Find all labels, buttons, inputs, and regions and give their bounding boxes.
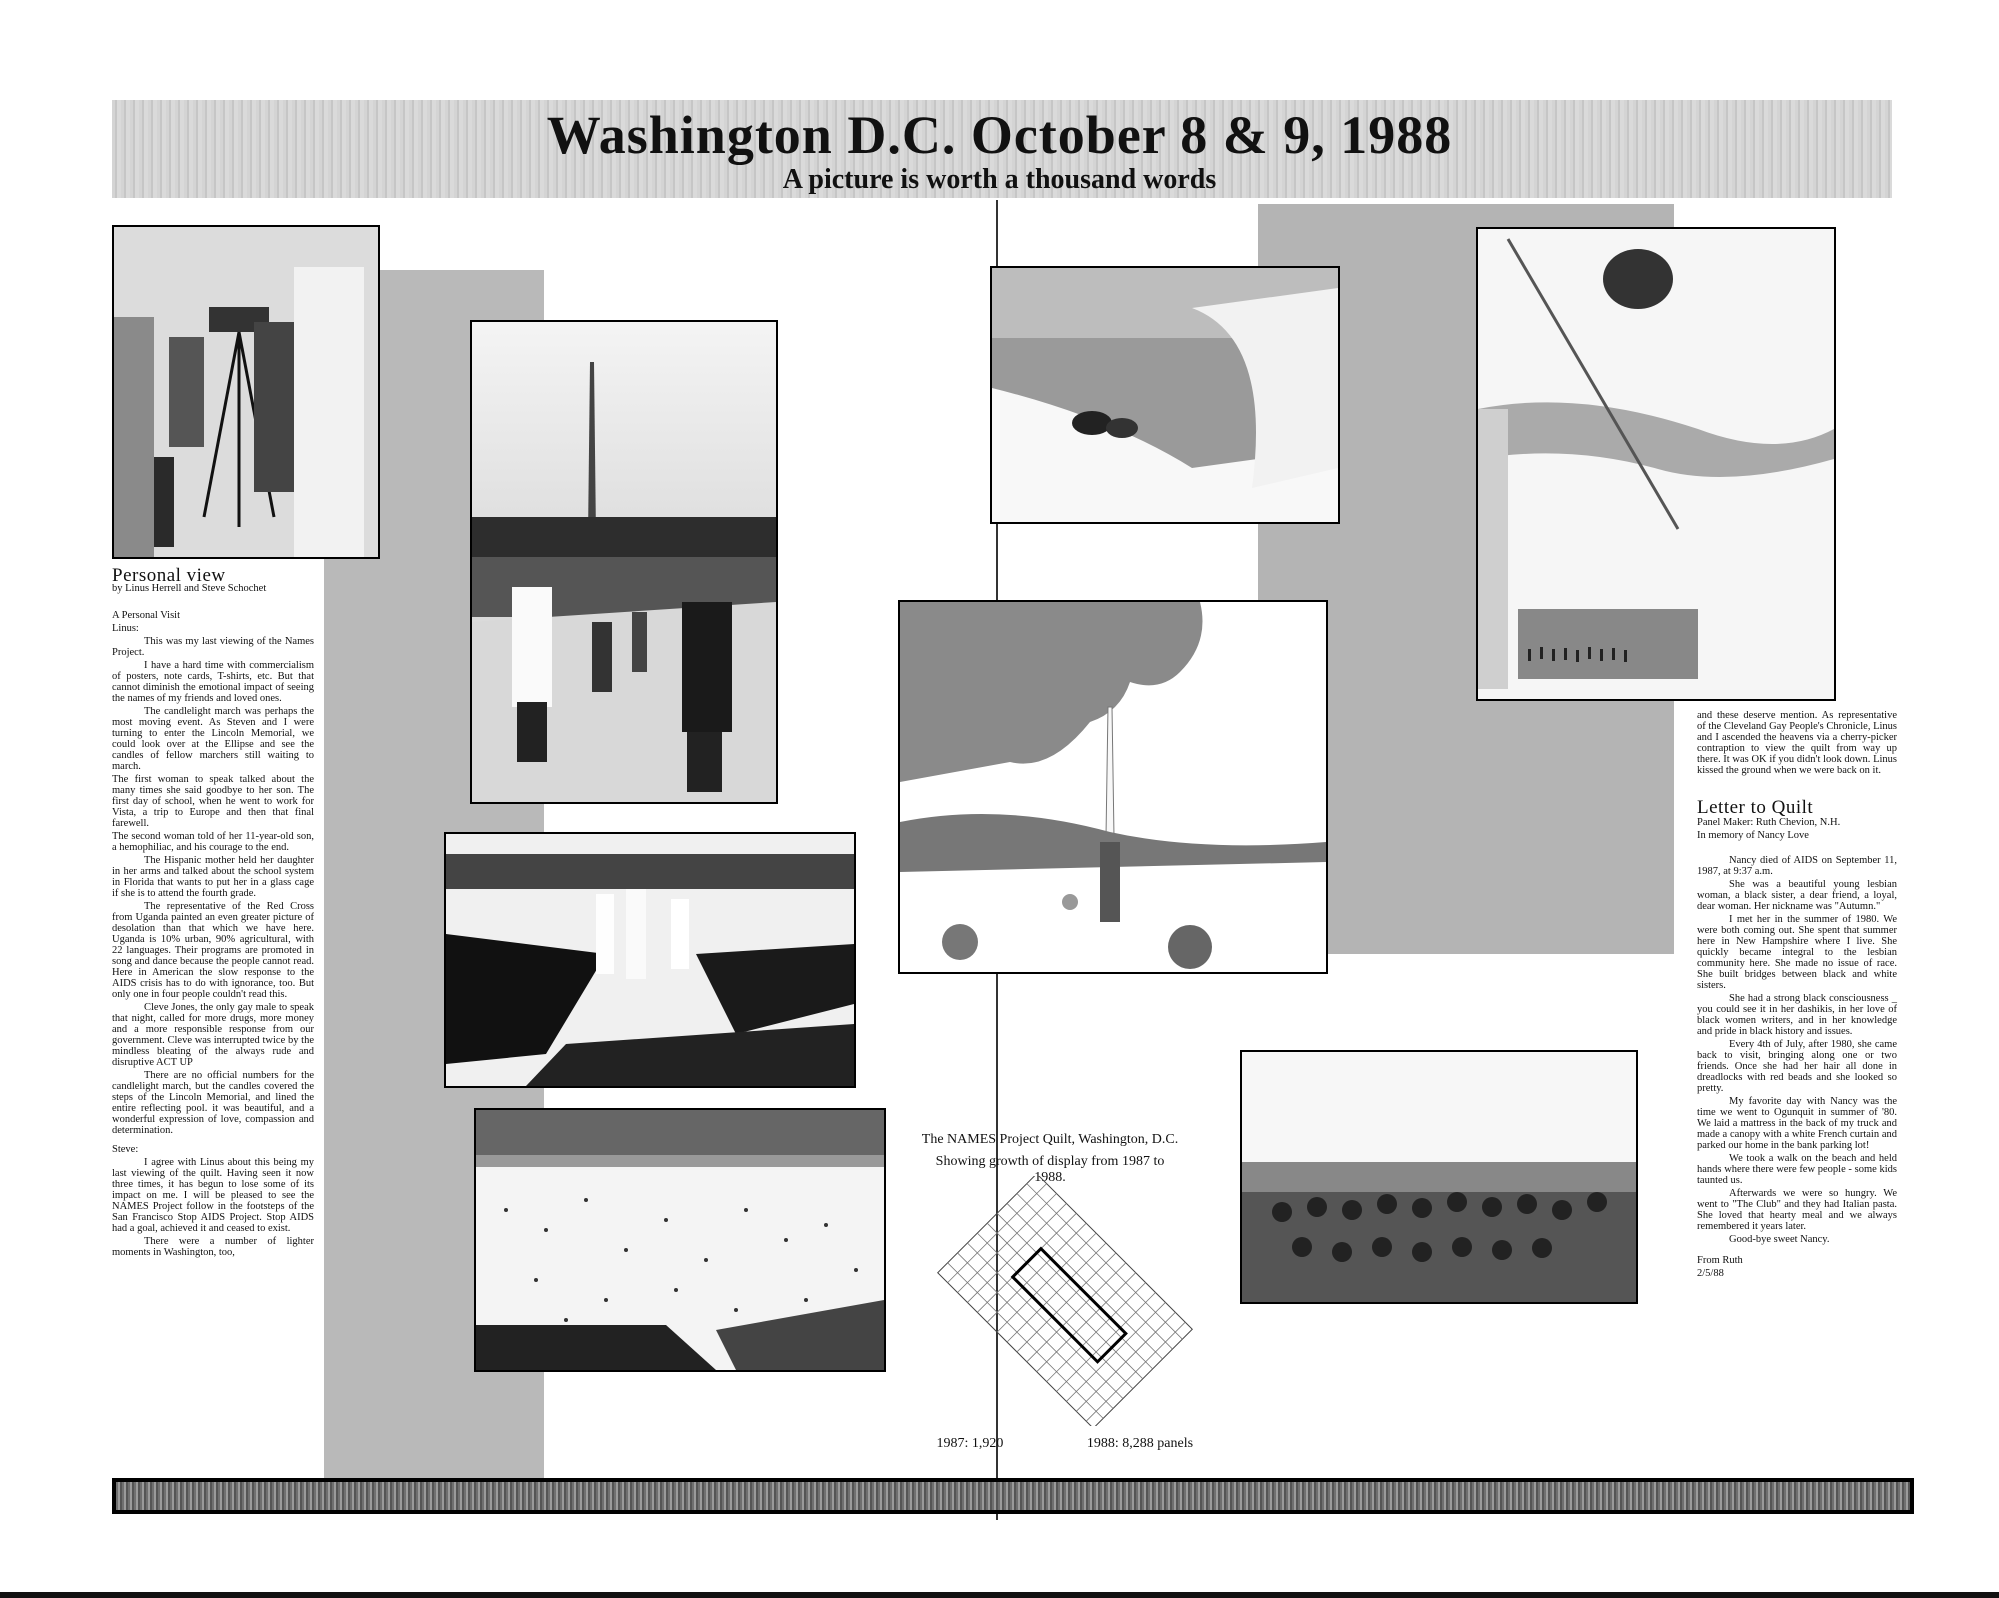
article-paragraph: The representative of the Red Cross from Uganda painted an even greater picture of desolation than that which we have here. Uganda is 10% urban, 90% agricultural, with 22 languages. Their programs are promoted in song and dance because the people cannot read. Here in American the slow response to the AIDS crisis has to do with ignorance, too. But only one in four people couldn't read this. bbox=[112, 901, 314, 1000]
monument-night-illustration bbox=[900, 602, 1326, 972]
article-paragraph: There are no official numbers for the candlelight march, but the candles covered the steps of the Lincoln Memorial, and lined the entire reflecting pool. it was beautiful, and a wonderful expression of love, compassion and determination. bbox=[112, 1070, 314, 1136]
letter-memory-line: In memory of Nancy Love bbox=[1697, 830, 1809, 841]
bottom-border-bar bbox=[112, 1478, 1914, 1514]
article-paragraph: There were a number of lighter moments in Washington, too, bbox=[112, 1236, 314, 1258]
quilt-walkers-illustration bbox=[446, 834, 854, 1086]
page-subtitle: A picture is worth a thousand words bbox=[782, 164, 1217, 195]
quilt-aerial-illustration bbox=[476, 1110, 884, 1370]
group-photo-illustration bbox=[1242, 1052, 1636, 1302]
photo-monument-night-candles bbox=[898, 600, 1328, 974]
photo-group-photo bbox=[1240, 1050, 1638, 1304]
letter-paragraph: Nancy died of AIDS on September 11, 1987, at 9:37 a.m. bbox=[1697, 855, 1897, 877]
article-paragraph: I agree with Linus about this being my last viewing of the quilt. Having seen it now three times, it has begun to lose some of its impact on me. I will be pleased to see the NAMES Project follow in the footsteps of the San Francisco Stop AIDS Project. Stop AIDS had a goal, achieved it and ceased to exist. bbox=[112, 1157, 314, 1234]
speaker-label: Linus: bbox=[112, 623, 139, 634]
letter-from: From Ruth bbox=[1697, 1255, 1743, 1266]
letter-paragraph: Afterwards we were so hungry. We went to "The Club" and they had Italian pasta. She loved that hearty meal and we always remembered it years later. bbox=[1697, 1188, 1897, 1232]
article-paragraph: Cleve Jones, the only gay male to speak that night, called for more drugs, more money and a more responsible response from our government. Cleve was interrupted twice by the mindless bleating of the always rude and disruptive ACT UP bbox=[112, 1002, 314, 1068]
speaker-label: Steve: bbox=[112, 1144, 139, 1155]
letter-paragraph: Every 4th of July, after 1980, she came back to visit, bringing along one or two friends. Once she had her hair all done in dreadlocks with red beads and she looked so pretty. bbox=[1697, 1039, 1897, 1094]
letter-heading: Letter to Quilt bbox=[1697, 797, 1814, 818]
letter-date: 2/5/88 bbox=[1697, 1268, 1724, 1279]
camera-crew-illustration bbox=[114, 227, 378, 557]
article-paragraph: The Hispanic mother held her daughter in her arms and talked about the school system in Florida that wants to put her in a glass cage if she is to attend the fourth grade. bbox=[112, 855, 314, 899]
photo-quilt-aerial-mall bbox=[474, 1108, 886, 1372]
diagram-label-1987: 1987: 1,920 bbox=[936, 1436, 1004, 1451]
personal-view-article bbox=[112, 565, 314, 1260]
letter-paragraph: She was a beautiful young lesbian woman, a black sister, a dear friend, a loyal, dear woman. Her nickname was "Autumn." bbox=[1697, 879, 1897, 912]
personal-view-heading: Personal view bbox=[112, 565, 226, 586]
personal-view-byline: by Linus Herrell and Steve Schochet bbox=[112, 583, 267, 594]
intro-line: A Personal Visit bbox=[112, 610, 181, 621]
bottom-rule bbox=[0, 1592, 1999, 1598]
photo-hands-over-quilt bbox=[990, 266, 1340, 524]
article-continuation: and these deserve mention. As representative of the Cleveland Gay People's Chronicle, Linus and I ascended the heavens via a cherry-picker contraption to view the quilt from way up there. It was OK if you didn't look down. Linus kissed the ground when we were back on it. bbox=[1697, 710, 1897, 776]
letter-paragraph: She had a strong black consciousness _ you could see it in her dashikis, in her love of black women writers, and in her knowledge and pride in black history and issues. bbox=[1697, 993, 1897, 1037]
article-paragraph: The first woman to speak talked about the many times she said goodbye to her son. The first day of school, when he went to work for Vista, a trip to Europe and then that final farewell. bbox=[112, 774, 314, 829]
quilt-growth-diagram bbox=[920, 1176, 1210, 1426]
photo-quilt-panels-walkers bbox=[444, 832, 856, 1088]
letter-paragraph: We took a walk on the beach and held hands where there were few people - some kids taunted us. bbox=[1697, 1153, 1897, 1186]
article-paragraph: The second woman told of her 11-year-old son, a hemophiliac, and his courage to the end. bbox=[112, 831, 314, 853]
cherry-picker-illustration bbox=[1478, 229, 1834, 699]
article-paragraph: The candlelight march was perhaps the most moving event. As Steven and I were turning to enter the Lincoln Memorial, we could look over at the Ellipse and see the candles of fellow marchers still waiting to march. bbox=[112, 706, 314, 772]
diagram-caption-line2: Showing growth of display from 1987 to 1988. bbox=[935, 1154, 1165, 1185]
photo-camera-crew bbox=[112, 225, 380, 559]
diagram-label-1988: 1988: 8,288 panels bbox=[1086, 1436, 1194, 1451]
letter-paragraph: Good-bye sweet Nancy. bbox=[1729, 1234, 1830, 1245]
photo-cherry-picker-view bbox=[1476, 227, 1836, 701]
letter-panel-maker: Panel Maker: Ruth Chevion, N.H. bbox=[1697, 817, 1841, 828]
right-column bbox=[1697, 710, 1897, 1281]
diagram-caption-line1: The NAMES Project Quilt, Washington, D.C. bbox=[921, 1132, 1179, 1147]
monument-crowd-illustration bbox=[472, 322, 776, 802]
letter-paragraph: I met her in the summer of 1980. We were both coming out. She spent that summer here in New Hampshire where I live. She quickly became integral to the lesbian community here. She made no issue of race. She built bridges between black and white sisters. bbox=[1697, 914, 1897, 991]
letter-paragraph: My favorite day with Nancy was the time we went to Ogunquit in summer of '80. We laid a mattress in the back of my truck and made a canopy with a white French curtain and parked our home in the bank parking lot! bbox=[1697, 1096, 1897, 1151]
page-title: Washington D.C. October 8 & 9, 1988 bbox=[546, 105, 1453, 165]
article-paragraph: This was my last viewing of the Names Project. bbox=[112, 636, 314, 658]
article-paragraph: I have a hard time with commercialism of posters, note cards, T-shirts, etc. But that cannot diminish the emotional impact of seeing the names of my friends and loved ones. bbox=[112, 660, 314, 704]
photo-washington-monument-crowd bbox=[470, 320, 778, 804]
hands-illustration bbox=[992, 268, 1338, 522]
